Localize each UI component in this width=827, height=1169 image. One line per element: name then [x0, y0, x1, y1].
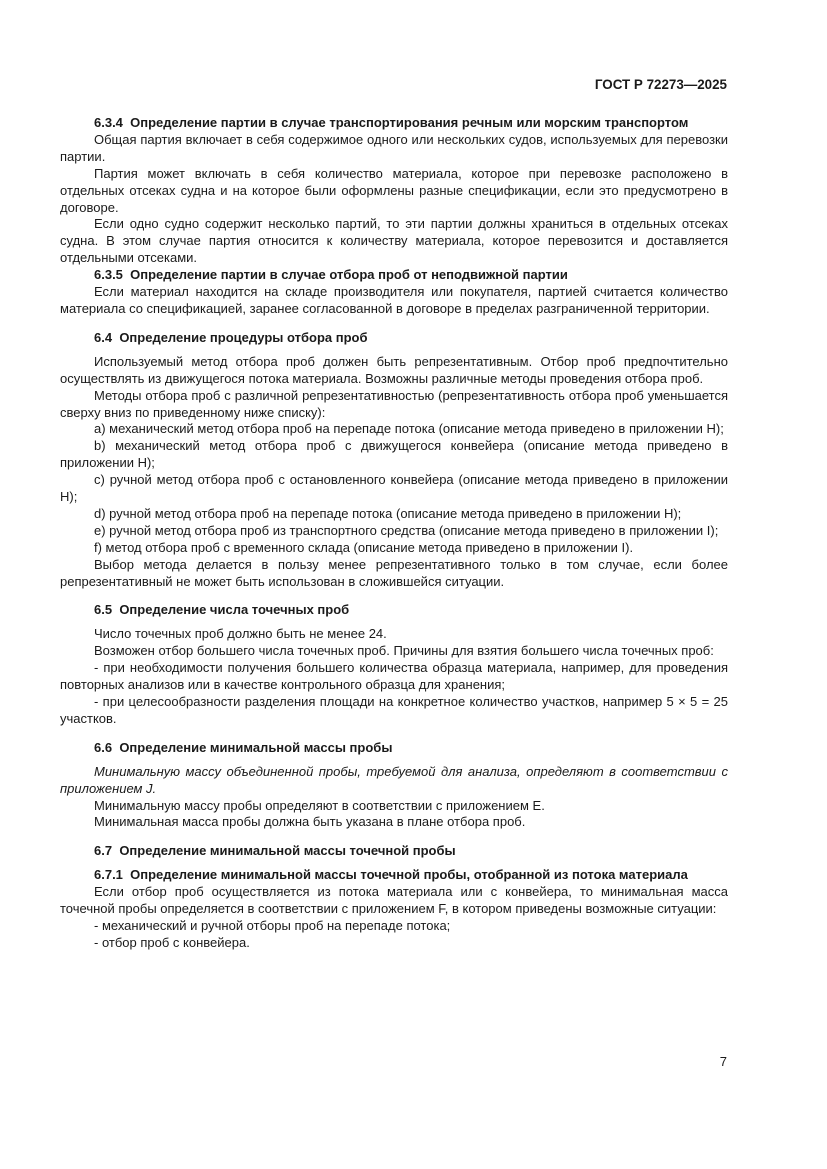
- paragraph: Возможен отбор большего числа точечных проб. Причины для взятия большего числа точечных проб:: [94, 643, 714, 659]
- list-item: - отбор проб с конвейера.: [94, 934, 250, 950]
- section-title: Определение партии в случае транспортирования речным или морским транспортом: [130, 115, 689, 130]
- section-title: Определение минимальной массы точечной пробы: [119, 843, 456, 859]
- list-item: b) механический метод отбора проб с движущегося конвейера (описание метода приведено в приложении H);: [60, 438, 728, 471]
- paragraph: Если одно судно содержит несколько партий, то эти партии должны храниться в отдельных отсеках судна. В этом случае партия относится к количеству материала, которое перевозится и доставляется отдельными отсеками.: [60, 216, 728, 266]
- section-number: 6.7.1: [94, 867, 123, 883]
- list-item: e) ручной метод отбора проб из транспортного средства (описание метода приведено в приложении I);: [94, 522, 719, 538]
- page-body: [60, 115, 728, 952]
- paragraph: Если отбор проб осуществляется из потока материала или с конвейера, то минимальная масса точечной пробы определяется в соответствии с приложением F, в котором приведены возможные ситуации:: [60, 884, 728, 917]
- paragraph: Минимальная масса пробы должна быть указана в плане отбора проб.: [94, 814, 526, 830]
- section-number: 6.3.5: [94, 267, 123, 283]
- section-title: Определение минимальной массы пробы: [119, 739, 393, 755]
- section-title: Определение минимальной массы точечной пробы, отобранной из потока материала: [130, 867, 688, 883]
- list-item: d) ручной метод отбора проб на перепаде потока (описание метода приведено в приложении H);: [94, 505, 682, 521]
- paragraph: Общая партия включает в себя содержимое одного или нескольких судов, используемых для перевозки партии.: [60, 131, 728, 164]
- section-number: 6.5: [94, 602, 113, 618]
- section-6-5-heading: [60, 602, 728, 619]
- document-header: ГОСТ Р 72273—2025: [594, 77, 727, 92]
- paragraph: Партия может включать в себя количество материала, которое при перевозке расположено в отдельных отсеках судна и на которое были оформлены разные спецификации, если это предусмотрено в договоре.: [60, 165, 728, 215]
- section-number: 6.6: [94, 739, 113, 755]
- section-6-4-heading: [60, 330, 728, 347]
- section-6-6-heading: [60, 740, 728, 757]
- list-item: - при целесообразности разделения площади на конкретное количество участков, например 5 × 5 = 25 участков.: [60, 694, 728, 726]
- subsection-6-3-4-heading: [60, 115, 728, 132]
- subsection-6-3-5-heading: [60, 267, 728, 284]
- subsection-6-7-1-heading: [60, 867, 728, 884]
- section-title: Определение партии в случае отбора проб от неподвижной партии: [130, 267, 568, 283]
- section-number: 6.7: [94, 843, 113, 859]
- section-title: Определение процедуры отбора проб: [119, 329, 368, 345]
- paragraph: Методы отбора проб с различной репрезентативностью (репрезентативность отбора проб уменьшается сверху вниз по приведенному ниже списку):: [60, 387, 728, 420]
- section-number: 6.4: [94, 329, 113, 345]
- section-number: 6.3.4: [94, 115, 123, 130]
- paragraph: Если материал находится на складе производителя или покупателя, партией считается количество материала со спецификацией, заранее согласованной в договоре в пределах разграниченной территории.: [60, 284, 728, 316]
- paragraph: Выбор метода делается в пользу менее репрезентативного только в том случае, если более репрезентативный не может быть использован в сложившейся ситуации.: [60, 556, 728, 589]
- italic-paragraph: Минимальную массу объединенной пробы, требуемой для анализа, определяют в соответствии с приложением J.: [60, 763, 728, 796]
- list-item: f) метод отбора проб с временного склада (описание метода приведено в приложении I).: [94, 539, 634, 555]
- section-title: Определение числа точечных проб: [119, 602, 350, 618]
- paragraph: Минимальную массу пробы определяют в соответствии с приложением E.: [94, 797, 545, 813]
- list-item: a) механический метод отбора проб на перепаде потока (описание метода приведено в приложении H);: [94, 421, 724, 437]
- section-6-7-heading: [60, 843, 728, 860]
- paragraph: Используемый метод отбора проб должен быть репрезентативным. Отбор проб предпочтительно осуществлять из движущегося потока материала. Возможны различные методы проведения отбора проб.: [60, 353, 728, 386]
- list-item: - механический и ручной отборы проб на перепаде потока;: [94, 917, 451, 933]
- paragraph: Число точечных проб должно быть не менее 24.: [94, 626, 387, 642]
- list-item: - при необходимости получения большего количества образца материала, например, для проведения повторных анализов или в качестве контрольного образца для хранения;: [60, 660, 728, 693]
- list-item: c) ручной метод отбора проб с остановленного конвейера (описание метода приведено в приложении H);: [60, 472, 728, 505]
- page-number: 7: [719, 1054, 727, 1069]
